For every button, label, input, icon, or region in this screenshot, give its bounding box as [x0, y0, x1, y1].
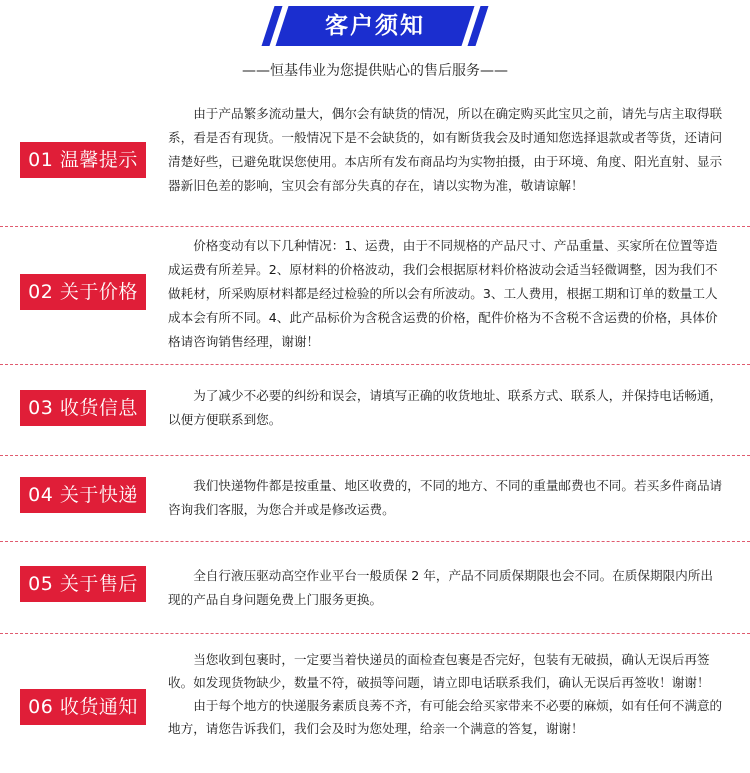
page-subtitle: ——恒基伟业为您提供贴心的售后服务——: [242, 63, 508, 79]
section-body: [168, 234, 724, 354]
section-label: 01 温馨提示: [20, 142, 146, 178]
section-label: 06 收货通知: [20, 689, 146, 725]
section-receiving-info: [0, 374, 750, 454]
section-label: 02 关于价格: [20, 274, 146, 310]
section-body: [168, 102, 724, 198]
section-paragraph: 为了减少不必要的纠纷和误会，请填写正确的收货地址、联系方式、联系人，并保持电话畅通，以便方便联系到您。: [168, 388, 723, 427]
section-divider: [0, 364, 750, 365]
section-body: [168, 474, 724, 522]
section-paragraph: 价格变动有以下几种情况：1、运费，由于不同规格的产品尺寸、产品重量、买家所在位置等造成运费有所差异。2、原材料的价格波动，我们会根据原材料价格波动会适当轻微调整，因为我们不做耗材，所采购原材料都是经过检验的所以会有所波动。3、工人费用，根据工期和订单的数量工人成本会有所不同。4、此产品标价为含税含运费的价格，配件价格为不含税不含运费的价格，具体价格请咨询销售经理，谢谢！: [168, 238, 718, 349]
section-divider: [0, 633, 750, 634]
header-banner: [262, 6, 488, 46]
section-label: 03 收货信息: [20, 390, 146, 426]
section-paragraph: 我们快递物件都是按重量、地区收费的，不同的地方、不同的重量邮费也不同。若买多件商品请咨询我们客服，为您合并或是修改运费。: [168, 478, 723, 517]
section-body: [168, 384, 724, 432]
section-divider: [0, 226, 750, 227]
section-express: [0, 460, 750, 540]
page-title: 客户须知: [325, 13, 425, 39]
section-paragraph: 由于产品繁多流动量大，偶尔会有缺货的情况，所以在确定购买此宝贝之前，请先与店主取得联系，看是否有现货。一般情况下是不会缺货的，如有断货我会及时通知您选择退款或者等货，还请问清楚好些，已避免耽误您使用。本店所有发布商品均为实物拍摄，由于环境、角度、阳光直射、显示器新旧色差的影响，宝贝会有部分失真的存在，请以实物为准，敬请谅解！: [168, 106, 723, 193]
section-after-sales: [0, 546, 750, 632]
section-delivery-notice: [0, 644, 750, 772]
section-paragraph: 当您收到包裹时，一定要当着快递员的面检查包裹是否完好，包装有无破损，确认无误后再签收。如发现货物缺少，数量不符，破损等问题，请立即电话联系我们，确认无误后再签收！谢谢！: [168, 652, 710, 690]
section-price: [0, 232, 750, 356]
section-body: [168, 564, 724, 612]
section-label: 05 关于售后: [20, 566, 146, 602]
section-paragraph: 由于每个地方的快递服务素质良莠不齐，有可能会给买家带来不必要的麻烦，如有任何不满意的地方，请您告诉我们，我们会及时为您处理，给亲一个满意的答复，谢谢！: [168, 698, 723, 736]
section-label: 04 关于快递: [20, 477, 146, 513]
section-divider: [0, 455, 750, 456]
section-warm-tips: [0, 100, 750, 224]
section-paragraph: 全自行液压驱动高空作业平台一般质保 2 年，产品不同质保期限也会不同。在质保期限内所出现的产品自身问题免费上门服务更换。: [168, 568, 713, 607]
section-divider: [0, 541, 750, 542]
section-body: [168, 648, 724, 740]
